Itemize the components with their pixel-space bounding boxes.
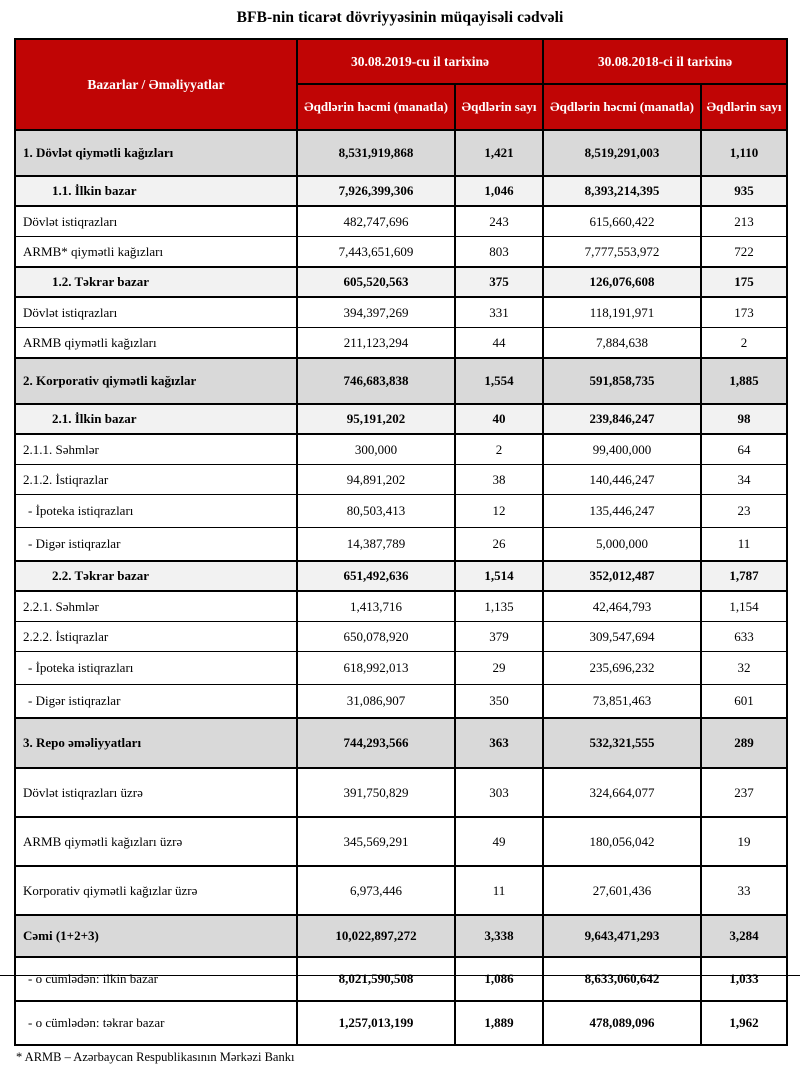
table-row (15, 561, 787, 591)
cell-value: 6,973,446 (297, 866, 455, 915)
table-row (15, 297, 787, 328)
cell-value: 23 (701, 495, 787, 528)
document-page (0, 9, 800, 1064)
cell-value: 11 (701, 528, 787, 562)
cell-value: 650,078,920 (297, 622, 455, 652)
cell-value: 1,154 (701, 591, 787, 622)
table-row (15, 465, 787, 495)
table-row (15, 237, 787, 268)
row-label: 3. Repo əməliyyatları (15, 718, 297, 768)
cell-value: 324,664,077 (543, 768, 701, 817)
cell-value: 8,021,590,508 (297, 957, 455, 1001)
cell-value: 5,000,000 (543, 528, 701, 562)
cell-value: 1,554 (455, 358, 543, 404)
row-label: ARMB qiymətli kağızları üzrə (15, 817, 297, 866)
cell-value: 1,033 (701, 957, 787, 1001)
table-row (15, 622, 787, 652)
row-label: - o cümlədən: təkrar bazar (15, 1001, 297, 1045)
cell-value: 289 (701, 718, 787, 768)
table-row (15, 1001, 787, 1045)
cell-value: 532,321,555 (543, 718, 701, 768)
cell-value: 2 (455, 434, 543, 465)
cell-value: 7,777,553,972 (543, 237, 701, 268)
cell-value: 32 (701, 652, 787, 685)
cell-value: 1,421 (455, 130, 543, 176)
row-label: Dövlət istiqrazları üzrə (15, 768, 297, 817)
cell-value: 478,089,096 (543, 1001, 701, 1045)
table-row (15, 915, 787, 957)
cell-value: 95,191,202 (297, 404, 455, 434)
row-label: 1.2. Təkrar bazar (15, 267, 297, 297)
cell-value: 615,660,422 (543, 206, 701, 237)
cell-value: 3,338 (455, 915, 543, 957)
table-row (15, 206, 787, 237)
cell-value: 345,569,291 (297, 817, 455, 866)
row-label: 1.1. İlkin bazar (15, 176, 297, 206)
cell-value: 34 (701, 465, 787, 495)
row-label: Dövlət istiqrazları (15, 297, 297, 328)
cell-value: 591,858,735 (543, 358, 701, 404)
table-row (15, 957, 787, 1001)
table-row (15, 267, 787, 297)
group-header-2018: 30.08.2018-ci il tarixinə (543, 39, 787, 84)
row-label: - Digər istiqrazlar (15, 528, 297, 562)
cell-value: 126,076,608 (543, 267, 701, 297)
cell-value: 73,851,463 (543, 685, 701, 719)
cell-value: 180,056,042 (543, 817, 701, 866)
footnote: * ARMB – Azərbaycan Respublikasının Mərkəzi Bankı (16, 1050, 295, 1064)
cell-value: 237 (701, 768, 787, 817)
cell-value: 213 (701, 206, 787, 237)
corner-header: Bazarlar / Əməliyyatlar (15, 39, 297, 130)
cell-value: 394,397,269 (297, 297, 455, 328)
table-body (15, 130, 787, 1045)
row-label: - İpoteka istiqrazları (15, 652, 297, 685)
subheader-volume-2019: Əqdlərin həcmi (manatla) (297, 84, 455, 130)
table-row (15, 130, 787, 176)
cell-value: 1,046 (455, 176, 543, 206)
row-label: ARMB* qiymətli kağızları (15, 237, 297, 268)
table-row (15, 434, 787, 465)
row-label: ARMB qiymətli kağızları (15, 328, 297, 359)
cell-value: 746,683,838 (297, 358, 455, 404)
table-row (15, 817, 787, 866)
cell-value: 7,926,399,306 (297, 176, 455, 206)
cell-value: 1,962 (701, 1001, 787, 1045)
row-label: 2.2. Təkrar bazar (15, 561, 297, 591)
cell-value: 722 (701, 237, 787, 268)
cell-value: 10,022,897,272 (297, 915, 455, 957)
cell-value: 99,400,000 (543, 434, 701, 465)
cell-value: 1,135 (455, 591, 543, 622)
page-title: BFB-nin ticarət dövriyyəsinin müqayisəli cədvəli (236, 9, 564, 26)
cell-value: 7,443,651,609 (297, 237, 455, 268)
subheader-count-2019: Əqdlərin sayı (455, 84, 543, 130)
cell-value: 1,110 (701, 130, 787, 176)
cell-value: 935 (701, 176, 787, 206)
cell-value: 1,413,716 (297, 591, 455, 622)
cell-value: 363 (455, 718, 543, 768)
row-label: Cəmi (1+2+3) (15, 915, 297, 957)
cell-value: 482,747,696 (297, 206, 455, 237)
cell-value: 29 (455, 652, 543, 685)
cell-value: 8,633,060,642 (543, 957, 701, 1001)
row-label: Korporativ qiymətli kağızlar üzrə (15, 866, 297, 915)
cell-value: 94,891,202 (297, 465, 455, 495)
cell-value: 19 (701, 817, 787, 866)
cell-value: 744,293,566 (297, 718, 455, 768)
cell-value: 44 (455, 328, 543, 359)
cell-value: 633 (701, 622, 787, 652)
table-row (15, 591, 787, 622)
table-row (15, 768, 787, 817)
cell-value: 300,000 (297, 434, 455, 465)
cell-value: 1,885 (701, 358, 787, 404)
row-label: 2.1. İlkin bazar (15, 404, 297, 434)
cell-value: 27,601,436 (543, 866, 701, 915)
subheader-count-2018: Əqdlərin sayı (701, 84, 787, 130)
cell-value: 64 (701, 434, 787, 465)
cell-value: 601 (701, 685, 787, 719)
cell-value: 49 (455, 817, 543, 866)
cell-value: 391,750,829 (297, 768, 455, 817)
table-row (15, 404, 787, 434)
cell-value: 38 (455, 465, 543, 495)
cell-value: 7,884,638 (543, 328, 701, 359)
cell-value: 26 (455, 528, 543, 562)
cell-value: 352,012,487 (543, 561, 701, 591)
row-label: - o cümlədən: ilkin bazar (15, 957, 297, 1001)
cell-value: 243 (455, 206, 543, 237)
table-row (15, 328, 787, 359)
cell-value: 80,503,413 (297, 495, 455, 528)
cell-value: 1,257,013,199 (297, 1001, 455, 1045)
group-header-2019: 30.08.2019-cu il tarixinə (297, 39, 543, 84)
cell-value: 211,123,294 (297, 328, 455, 359)
header-row-groups (15, 39, 787, 84)
row-label: 2.1.1. Səhmlər (15, 434, 297, 465)
table-row (15, 528, 787, 562)
row-label: 2. Korporativ qiymətli kağızlar (15, 358, 297, 404)
bottom-rule (0, 975, 800, 976)
cell-value: 14,387,789 (297, 528, 455, 562)
cell-value: 33 (701, 866, 787, 915)
table-row (15, 866, 787, 915)
cell-value: 2 (701, 328, 787, 359)
cell-value: 235,696,232 (543, 652, 701, 685)
row-label: Dövlət istiqrazları (15, 206, 297, 237)
cell-value: 3,284 (701, 915, 787, 957)
cell-value: 1,889 (455, 1001, 543, 1045)
row-label: 1. Dövlət qiymətli kağızları (15, 130, 297, 176)
cell-value: 1,086 (455, 957, 543, 1001)
cell-value: 1,514 (455, 561, 543, 591)
cell-value: 1,787 (701, 561, 787, 591)
table-header (15, 39, 787, 130)
cell-value: 375 (455, 267, 543, 297)
table-row (15, 652, 787, 685)
cell-value: 40 (455, 404, 543, 434)
cell-value: 350 (455, 685, 543, 719)
table-row (15, 176, 787, 206)
table-row (15, 358, 787, 404)
cell-value: 331 (455, 297, 543, 328)
cell-value: 8,531,919,868 (297, 130, 455, 176)
cell-value: 175 (701, 267, 787, 297)
cell-value: 239,846,247 (543, 404, 701, 434)
cell-value: 140,446,247 (543, 465, 701, 495)
row-label: - İpoteka istiqrazları (15, 495, 297, 528)
cell-value: 309,547,694 (543, 622, 701, 652)
cell-value: 12 (455, 495, 543, 528)
table-row (15, 495, 787, 528)
cell-value: 9,643,471,293 (543, 915, 701, 957)
cell-value: 618,992,013 (297, 652, 455, 685)
cell-value: 303 (455, 768, 543, 817)
cell-value: 379 (455, 622, 543, 652)
cell-value: 803 (455, 237, 543, 268)
cell-value: 173 (701, 297, 787, 328)
cell-value: 605,520,563 (297, 267, 455, 297)
table-row (15, 685, 787, 719)
row-label: 2.2.2. İstiqrazlar (15, 622, 297, 652)
cell-value: 31,086,907 (297, 685, 455, 719)
table-row (15, 718, 787, 768)
comparison-table (14, 38, 788, 1046)
cell-value: 651,492,636 (297, 561, 455, 591)
row-label: 2.2.1. Səhmlər (15, 591, 297, 622)
cell-value: 135,446,247 (543, 495, 701, 528)
row-label: 2.1.2. İstiqrazlar (15, 465, 297, 495)
row-label: - Digər istiqrazlar (15, 685, 297, 719)
cell-value: 42,464,793 (543, 591, 701, 622)
cell-value: 98 (701, 404, 787, 434)
subheader-volume-2018: Əqdlərin həcmi (manatla) (543, 84, 701, 130)
cell-value: 8,519,291,003 (543, 130, 701, 176)
cell-value: 118,191,971 (543, 297, 701, 328)
cell-value: 11 (455, 866, 543, 915)
cell-value: 8,393,214,395 (543, 176, 701, 206)
